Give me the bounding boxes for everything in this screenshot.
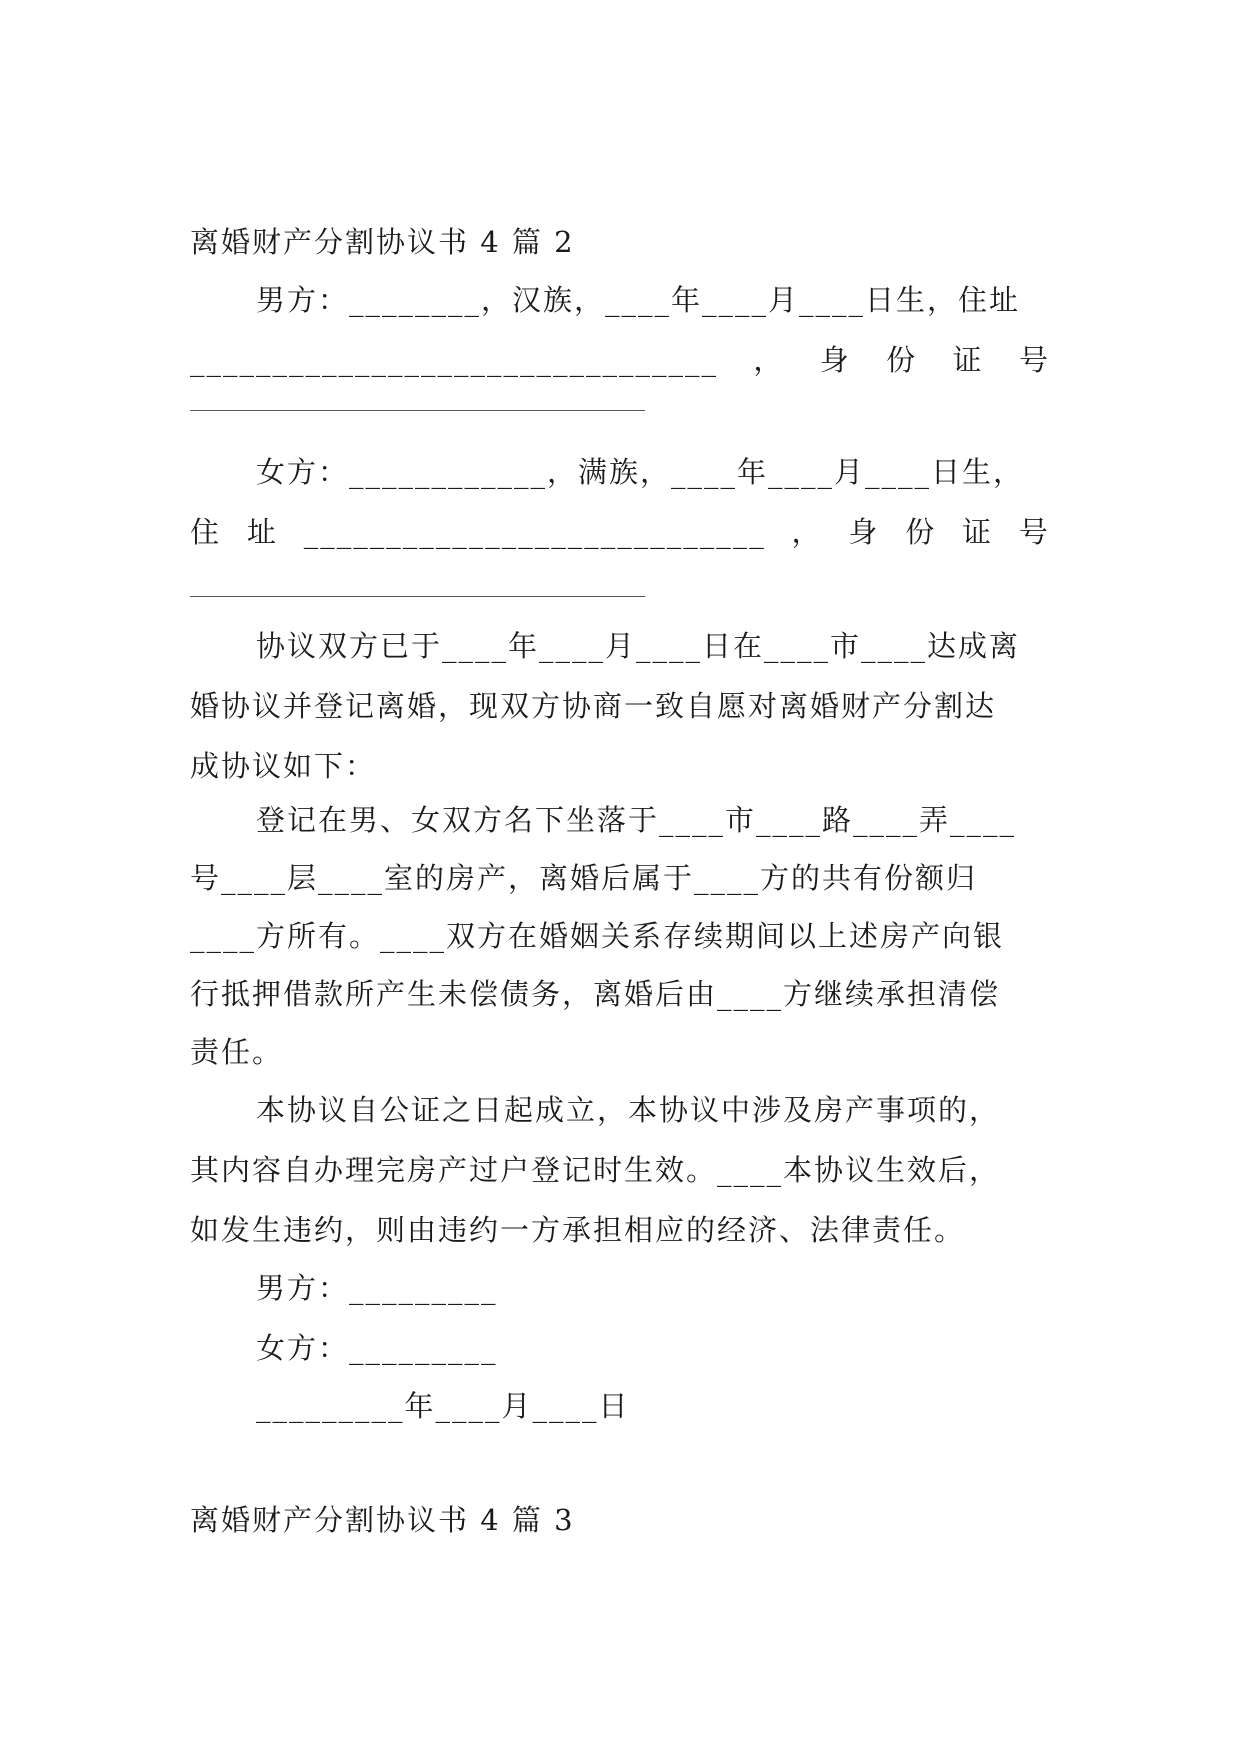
paragraph-1-line-1: 协议双方已于____年____月____日在____市____达成离: [256, 629, 1021, 663]
female-id-blank-line: [190, 596, 645, 597]
female-party-line-2: [190, 512, 1050, 552]
address-label-char: 址: [246, 515, 278, 549]
id-label-char: 号: [1018, 515, 1050, 549]
id-label-char: 证: [952, 343, 984, 377]
paragraph-2-line-5: 责任。: [190, 1035, 284, 1069]
comma: ，: [753, 343, 785, 377]
female-party-line-1: 女方：____________，满族，____年____月____日生，: [256, 455, 1025, 489]
id-label-char: 身: [848, 515, 880, 549]
id-label-char: 身: [819, 343, 851, 377]
paragraph-2-line-3: ____方所有。____双方在婚姻关系存续期间以上述房产向银: [190, 919, 1005, 953]
id-label-char: 证: [962, 515, 994, 549]
paragraph-1-line-2: 婚协议并登记离婚，现双方协商一致自愿对离婚财产分割达: [190, 689, 997, 723]
section-heading-2: 离婚财产分割协议书 4 篇 2: [190, 225, 575, 259]
male-id-blank-line: [190, 410, 645, 411]
signature-date: _________年____月____日: [256, 1389, 630, 1423]
paragraph-3-line-1: 本协议自公证之日起成立，本协议中涉及房产事项的，: [256, 1093, 1001, 1127]
id-label-char: 号: [1018, 343, 1050, 377]
paragraph-2-line-4: 行抵押借款所产生未偿债务，离婚后由____方继续承担清偿: [190, 977, 1001, 1011]
paragraph-2-line-2: 号____层____室的房产，离婚后属于____方的共有份额归: [190, 861, 978, 895]
id-label-char: 份: [886, 343, 918, 377]
comma: ，: [791, 515, 823, 549]
male-party-line-2: [190, 340, 1050, 380]
paragraph-3-line-3: 如发生违约，则由违约一方承担相应的经济、法律责任。: [190, 1213, 966, 1247]
male-party-line-1: 男方：________，汉族，____年____月____日生，住址: [256, 283, 1021, 317]
signature-male: 男方：_________: [256, 1271, 498, 1305]
address-label-char: 住: [190, 515, 222, 549]
signature-female: 女方：_________: [256, 1331, 498, 1365]
paragraph-3-line-2: 其内容自办理完房产过户登记时生效。____本协议生效后，: [190, 1153, 1001, 1187]
paragraph-2-line-1: 登记在男、女双方名下坐落于____市____路____弄____: [256, 803, 1017, 837]
address-blank: ____________________________: [303, 515, 766, 549]
section-heading-3: 离婚财产分割协议书 4 篇 3: [190, 1503, 575, 1537]
id-label-char: 份: [905, 515, 937, 549]
address-blank: ________________________________: [190, 343, 718, 377]
paragraph-1-line-3: 成协议如下：: [190, 749, 377, 783]
